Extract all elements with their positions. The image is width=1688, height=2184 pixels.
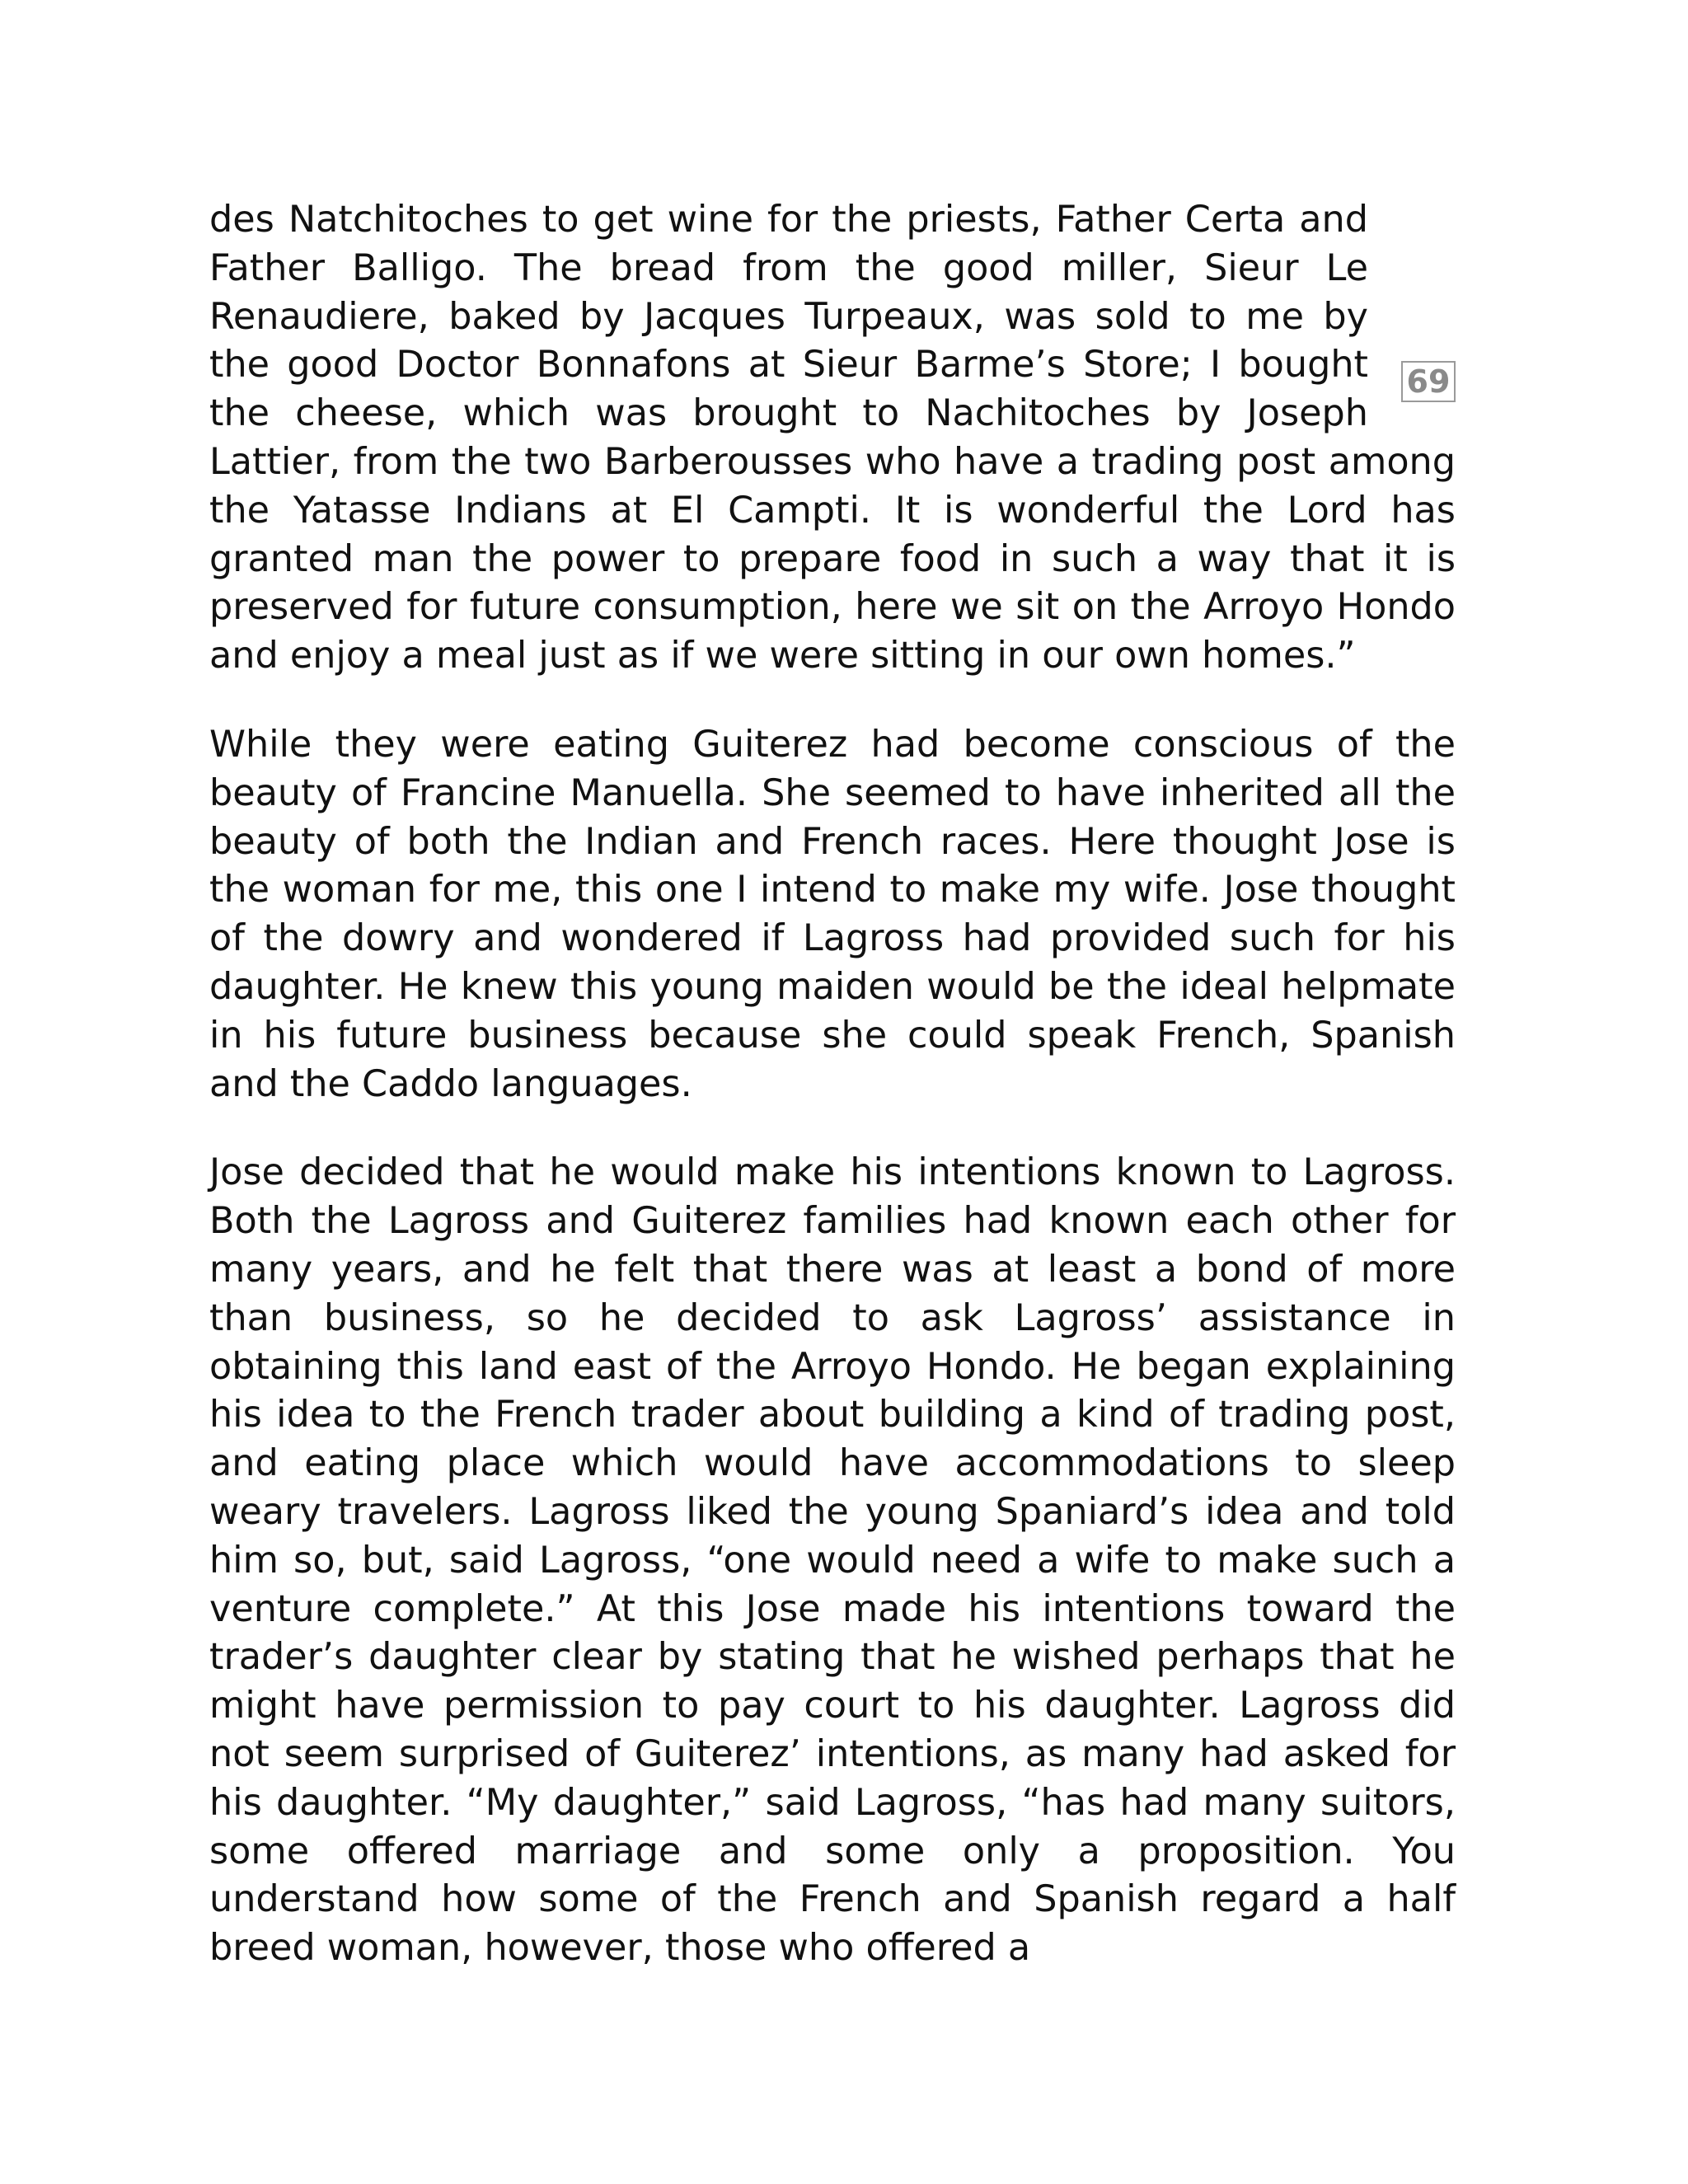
page-number-badge: 69 (1401, 361, 1456, 402)
paragraph-3: Jose decided that he would make his intentions known to Lagross. Both the Lagross and Guiterez families had known each other for many years, and he felt that there was at least a bond of more than business, so he decided to ask Lagross’ assistance in obtaining this land east of the Arroyo Hondo. He began explaining his idea to the French trader about building a kind of trading post, and eating place which would have accommodations to sleep weary travelers. Lagross liked the young Spaniard’s idea and told him so, but, said Lagross, “one would need a wife to make such a venture complete.” At this Jose made his intentions toward the trader’s daughter clear by stating that he wished perhaps that he might have permission to pay court to his daughter. Lagross did not seem surprised of Guiterez’ intentions, as many had asked for his daughter. “My daughter,” said Lagross, “has had many suitors, some offered marriage and some only a proposition. You understand how some of the French and Spanish regard a half breed woman, however, those who offered a (209, 1151, 1456, 1970)
paragraph-1-text: des Natchitoches to get wine for the priests, Father Certa and Father Balligo. The bread from the good miller, Sieur Le Renaudiere, baked by Jacques Turpeaux, was sold to me by the good Doctor Bonnafons at Sieur Barme’s Store; I bought the cheese, which was brought to Nachitoches by Joseph Lattier, from the two Barberousses who have a trading post among the Yatasse Indians at El Campti. It is wonderful the Lord has granted man the power to prepare food in such a way that it is preserved for future consumption, here we sit on the Arroyo Hondo and enjoy a meal just as if we were sitting in our own homes.” (209, 199, 1456, 677)
paragraph-1 (209, 196, 1456, 681)
paragraph-2: While they were eating Guiterez had become conscious of the beauty of Francine Manuella. She seemed to have inherited all the beauty of both the Indian and French races. Here thought Jose is the woman for me, this one I intend to make my wife. Jose thought of the dowry and wondered if Lagross had provided such for his daughter. He knew this young maiden would be the ideal helpmate in his future business because she could speak French, Spanish and the Caddo languages. (209, 723, 1456, 1105)
document-page (209, 196, 1456, 2013)
